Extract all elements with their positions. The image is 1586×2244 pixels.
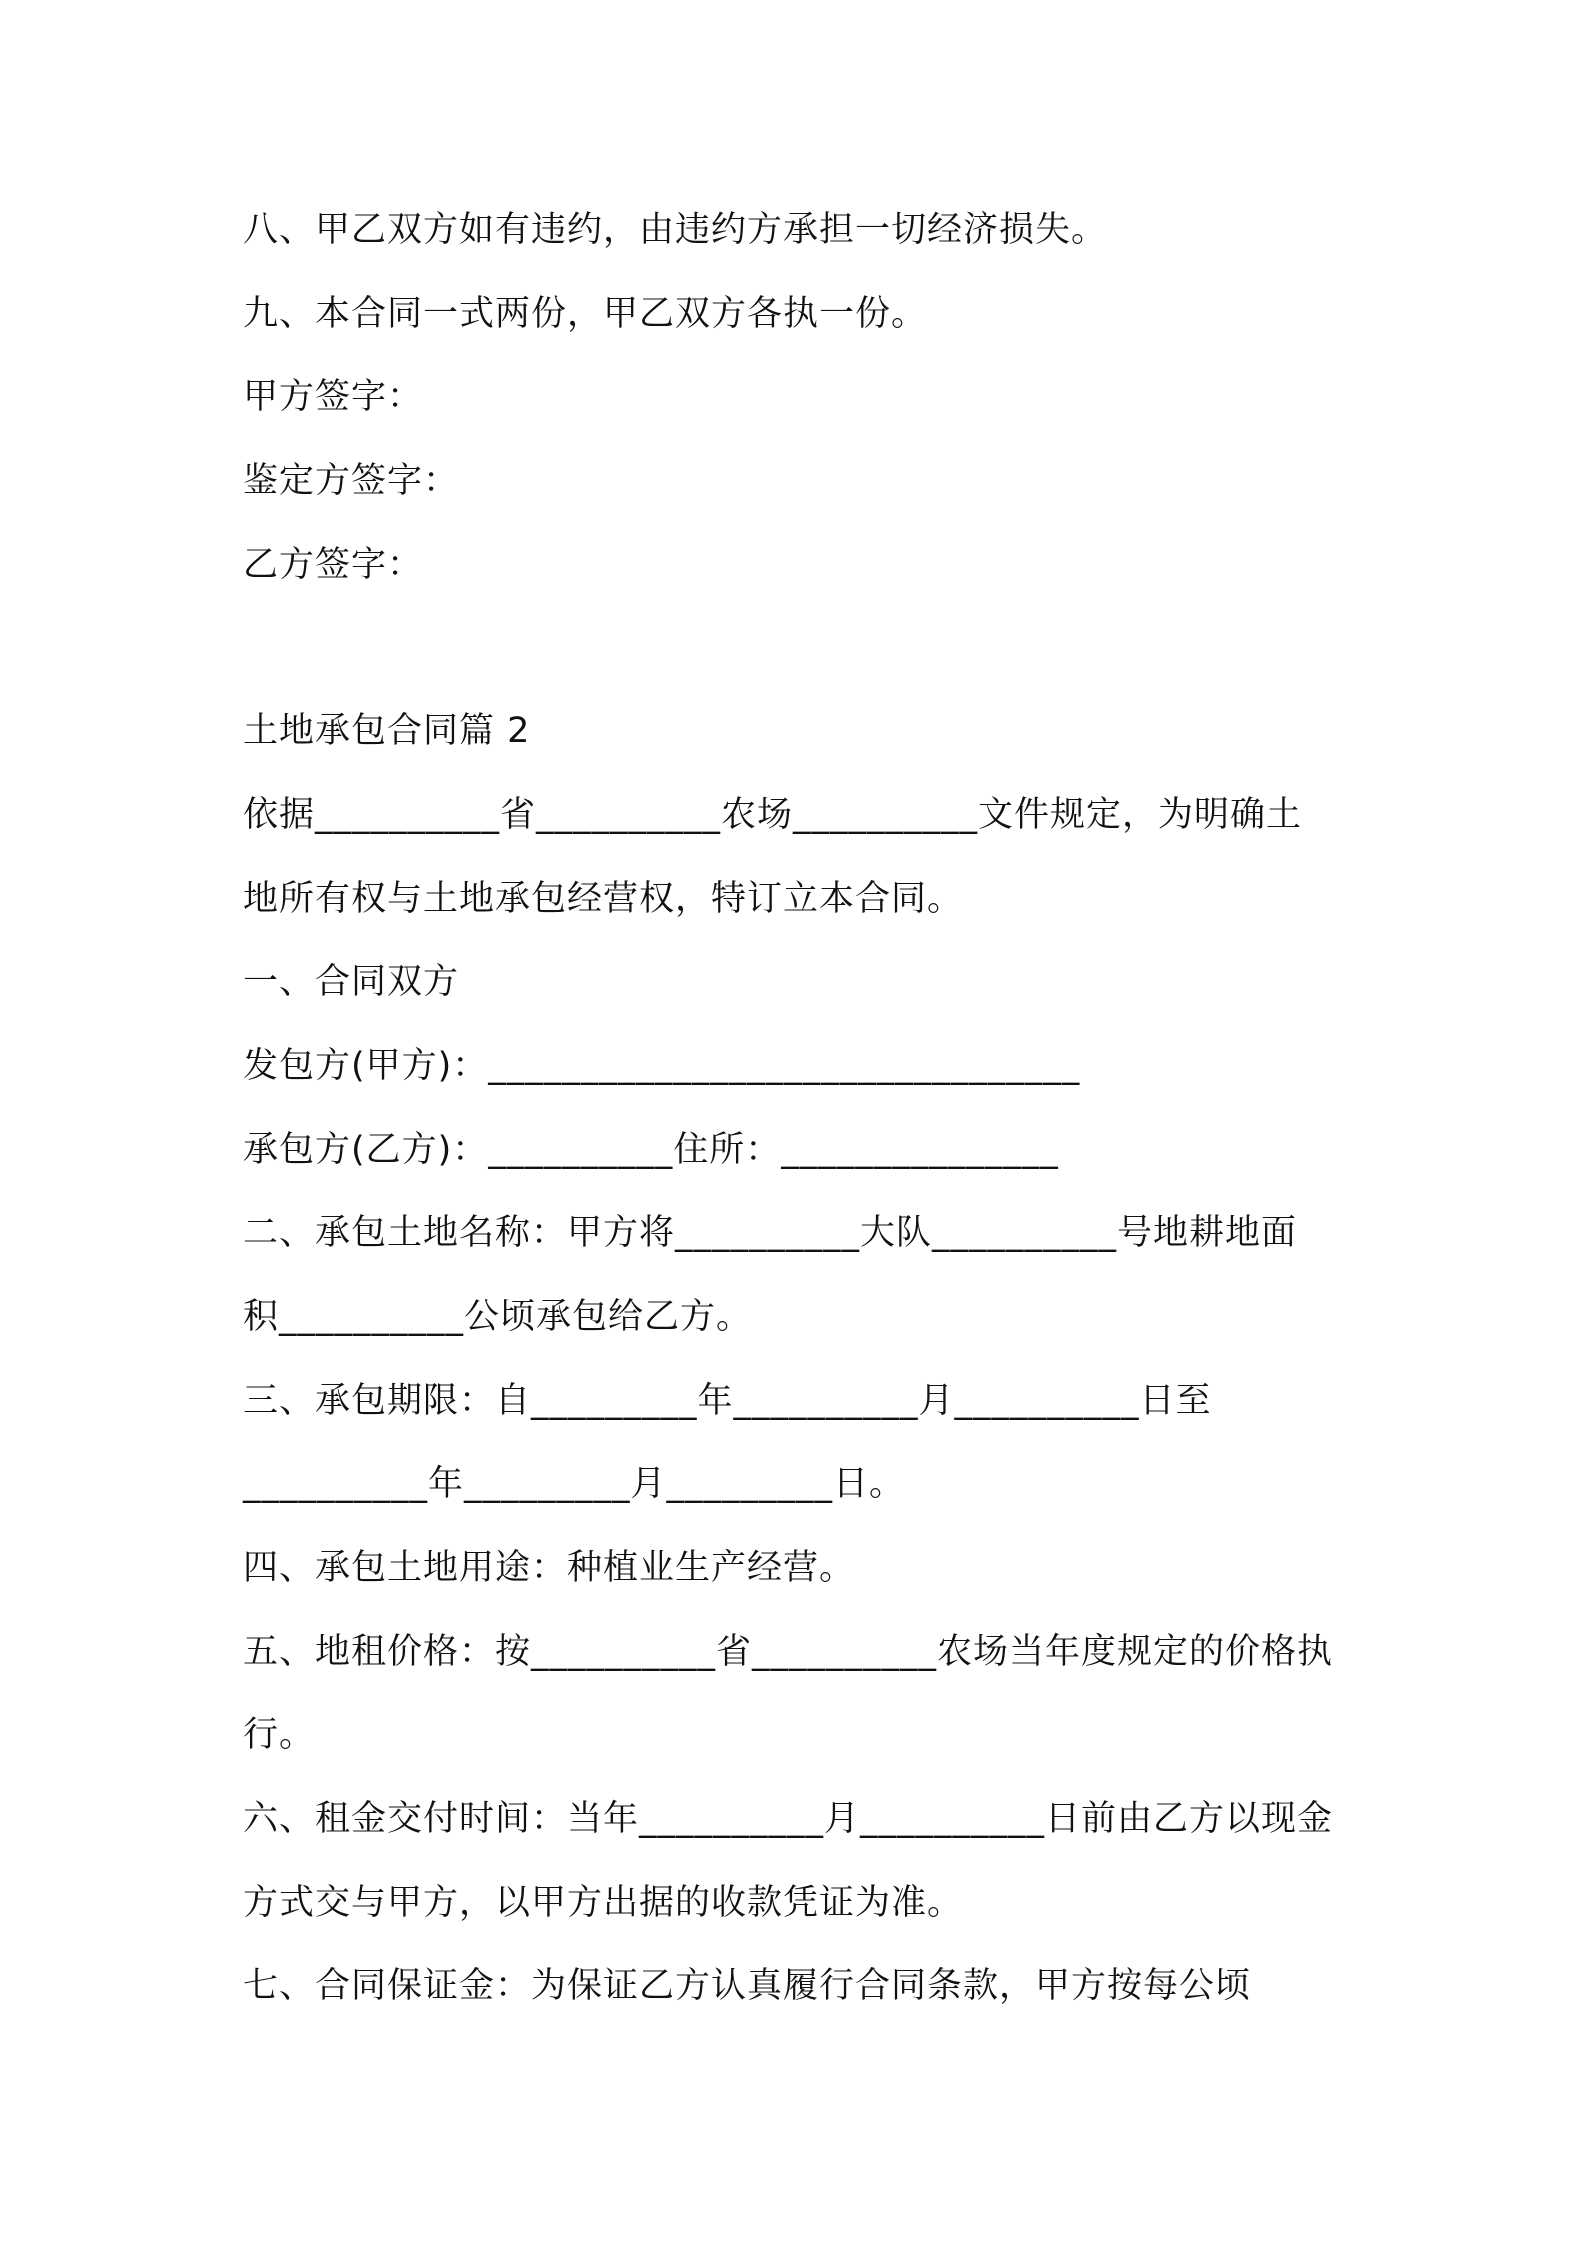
preamble-line-2: 地所有权与土地承包经营权，特订立本合同。 [243,879,964,919]
clause-1-heading: 一、合同双方 [243,962,460,1002]
contractor-party-b: 承包方(乙方)：__________住所：_______________ [243,1130,1059,1170]
clause-3-line-2: __________年_________月_________日。 [243,1464,906,1504]
contractor-party-a: 发包方(甲方)：________________________________ [243,1046,1081,1086]
clause-2-line-1: 二、承包土地名称：甲方将__________大队__________号地耕地面 [243,1213,1298,1253]
party-b-signature: 乙方签字： [243,545,424,585]
party-a-signature: 甲方签字： [243,377,424,417]
clause-2-line-2: 积__________公顷承包给乙方。 [243,1297,753,1337]
clause-9: 九、本合同一式两份，甲乙双方各执一份。 [243,294,928,334]
preamble-line-1: 依据__________省__________农场__________文件规定，为明确土 [243,795,1303,835]
clause-4: 四、承包土地用途：种植业生产经营。 [243,1548,856,1588]
clause-5-line-1: 五、地租价格：按__________省__________农场当年度规定的价格执 [243,1632,1334,1672]
clause-7-line-1: 七、合同保证金：为保证乙方认真履行合同条款，甲方按每公顷 [243,1966,1252,2006]
section-title: 土地承包合同篇 2 [243,711,531,751]
clause-6-line-2: 方式交与甲方，以甲方出据的收款凭证为准。 [243,1883,964,1923]
clause-3-line-1: 三、承包期限：自_________年__________月__________日至 [243,1381,1212,1421]
appraiser-signature: 鉴定方签字： [243,461,460,501]
clause-6-line-1: 六、租金交付时间：当年__________月__________日前由乙方以现金 [243,1799,1334,1839]
clause-5-line-2: 行。 [243,1715,316,1755]
clause-8: 八、甲乙双方如有违约，由违约方承担一切经济损失。 [243,210,1108,250]
